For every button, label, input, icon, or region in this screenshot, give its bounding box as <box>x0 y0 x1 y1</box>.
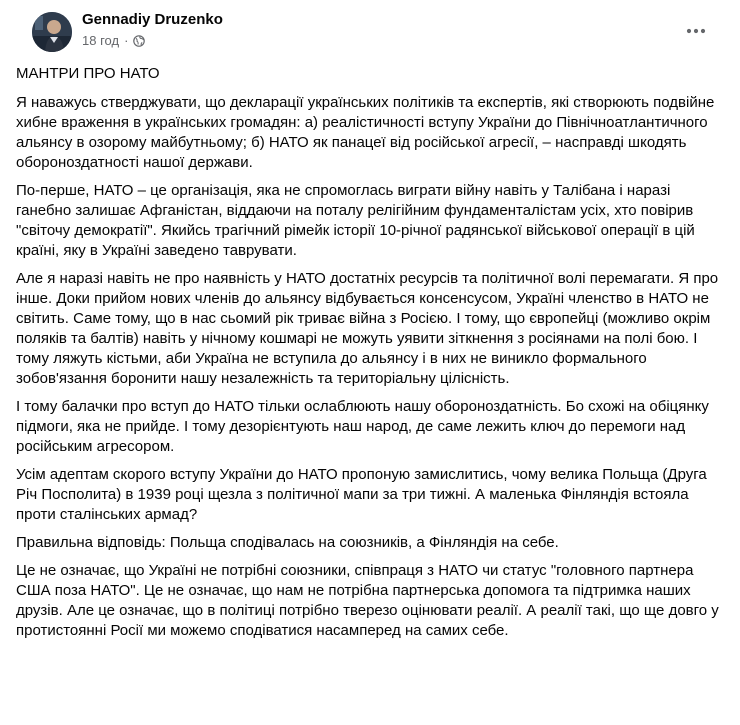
globe-icon <box>133 35 145 47</box>
post-paragraph: Це не означає, що Україні не потрібні союзники, співпраця з НАТО чи статус "головного партнера США поза НАТО". Це не означає, що нам не потрібна партнерська допомога та підтримка наших друзів. Але це означає, що в політиці потрібно тверезо оцінювати реалії. А реалії такі, що ще довго у протистоянні Росії ми можемо сподіватися насамперед на самих себе. <box>16 562 719 639</box>
post-title: МАНТРИ ПРО НАТО <box>16 65 160 82</box>
post-header <box>16 0 724 60</box>
post-paragraph: І тому балачки про вступ до НАТО тільки ослаблюють нашу обороноздатність. Бо схожі на обіцянку підмоги, яка не прийде. І тому дезорієнтують наш народ, де саме лежить ключ до перемоги над російським агресором. <box>16 398 709 455</box>
post-body <box>16 60 724 641</box>
post-paragraph: По-перше, НАТО – це організація, яка не спромоглась виграти війну навіть у Талібана і наразі ганебно залишає Афганістан, віддаючи на поталу релігійним фундаменталістам усіх, хто повірив "світочу демократії". Якийсь трагічний рімейк історії 10-річної радянської військової операції в цій країні, яку в Україні заведено таврувати. <box>16 182 695 259</box>
post-meta <box>82 33 145 48</box>
author-name[interactable]: Gennadiy Druzenko <box>82 11 223 28</box>
post-paragraph: Усім адептам скорого вступу України до НАТО пропоную замислитись, чому велика Польща (Друга Річ Посполита) в 1939 році щезла з політичної мапи за три тижні. А маленька Фінляндія встояла проти сталінських армад? <box>16 466 707 523</box>
post-paragraph: Правильна відповідь: Польща сподівалась на союзників, а Фінляндія на себе. <box>16 534 559 551</box>
post-paragraph: Я наважусь стверджувати, що декларації українських політиків та експертів, які створюють подвійне хибне враження в українських громадян: а) реалістичності вступу України до Північноатлантичного альянсу в озорому майбутньому; б) НАТО як панацеї від російської агресії, – насправді шкодять обороноздатності нашої держави. <box>16 94 715 171</box>
more-options-button[interactable] <box>680 14 712 46</box>
post-time[interactable]: 18 год <box>82 33 120 48</box>
avatar[interactable] <box>32 12 72 52</box>
post-paragraph: Але я наразі навіть не про наявність у НАТО достатніх ресурсів та політичної волі перемагати. Я про інше. Доки прийом нових членів до альянсу відбувається консенсусом, Україні членство в НАТО не світить. Саме тому, що в нас сьомий рік триває війна з Росією. І тому, що європейці (можливо окрім поляків та балтів) навіть у нічному кошмарі не можуть уявити зіткнення з росіянами на полі бою. І тому ляжуть кістьми, аби Україна не вступила до альянсу і в них не виникло формального зобов'язання боронити нашу незалежність та територіальну цілісність. <box>16 270 719 387</box>
more-horizontal-icon <box>686 21 706 39</box>
meta-separator: · <box>124 33 129 48</box>
